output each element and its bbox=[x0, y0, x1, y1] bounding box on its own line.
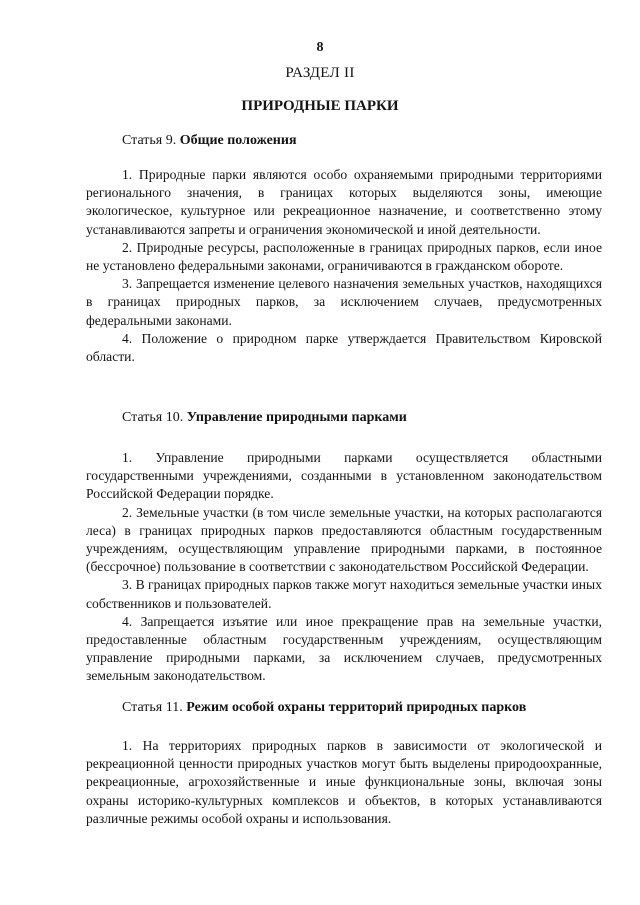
article-number: Статья 9. bbox=[122, 133, 180, 148]
paragraph: 1. Природные парки являются особо охраняемыми природными территориями регионального значения, в границах которых выделяются зоны, имеющие экологическое, культурное или рекреационное назначение, и соответственно этому устанавливаются запреты и ограничения экономической и иной деятельности. bbox=[86, 167, 602, 237]
article-9 bbox=[86, 132, 602, 366]
paragraph: 4. Запрещается изъятие или иное прекращение прав на земельные участки, предоставленные областным государственным учреждениям, осуществляющим управление природными парками, за исключением случаев, предусмотренных земельным законодательством. bbox=[86, 613, 602, 684]
article-number: Статья 11. bbox=[122, 700, 187, 715]
section-title: ПРИРОДНЫЕ ПАРКИ bbox=[241, 98, 399, 114]
article-body bbox=[86, 737, 602, 828]
article-10 bbox=[86, 409, 602, 686]
article-heading bbox=[86, 409, 602, 427]
section-label: РАЗДЕЛ II bbox=[285, 65, 355, 81]
paragraph: 1. Управление природными парками осуществляется областными государственными учреждениями, созданными в установленном законодательством Российской Федерации порядке. bbox=[86, 450, 602, 502]
paragraph: 2. Земельные участки (в том числе земельные участки, на которых располагаются леса) в границах природных парков предоставляются областным государственным учреждениям, осуществляющим управление природными парками, в постоянное (бессрочное) пользование в соответствии с законодательством Российской Федерации. bbox=[86, 504, 602, 575]
article-name: Общие положения bbox=[179, 133, 297, 148]
article-name: Управление природными парками bbox=[186, 410, 407, 425]
paragraph: 2. Природные ресурсы, расположенные в границах природных парков, если иное не установлено федеральными законами, ограничиваются в гражданском обороте. bbox=[86, 239, 602, 274]
article-number: Статья 10. bbox=[122, 410, 187, 425]
paragraph: 3. Запрещается изменение целевого назначения земельных участков, находящихся в границах природных парков, за исключением случаев, предусмотренных федеральными законами. bbox=[86, 276, 602, 328]
article-11 bbox=[86, 699, 602, 828]
paragraph: 3. В границах природных парков также могут находиться земельные участки иных собственников и пользователей. bbox=[86, 577, 602, 611]
article-heading bbox=[86, 132, 602, 150]
article-heading bbox=[86, 699, 602, 717]
article-body bbox=[86, 166, 602, 366]
article-body bbox=[86, 449, 602, 686]
paragraph: 1. На территориях природных парков в зависимости от экологической и рекреационной ценности природных участков могут быть выделены природоохранные, рекреационные, агрохозяйственные и иные функциональные зоны, включая зоны охраны историко-культурных комплексов и объектов, в которых устанавливаются различные режимы особой охраны и использования. bbox=[86, 738, 602, 826]
paragraph: 4. Положение о природном парке утверждается Правительством Кировской области. bbox=[86, 330, 602, 365]
article-name: Режим особой охраны территорий природных парков bbox=[186, 700, 527, 715]
page-number: 8 bbox=[316, 40, 324, 55]
